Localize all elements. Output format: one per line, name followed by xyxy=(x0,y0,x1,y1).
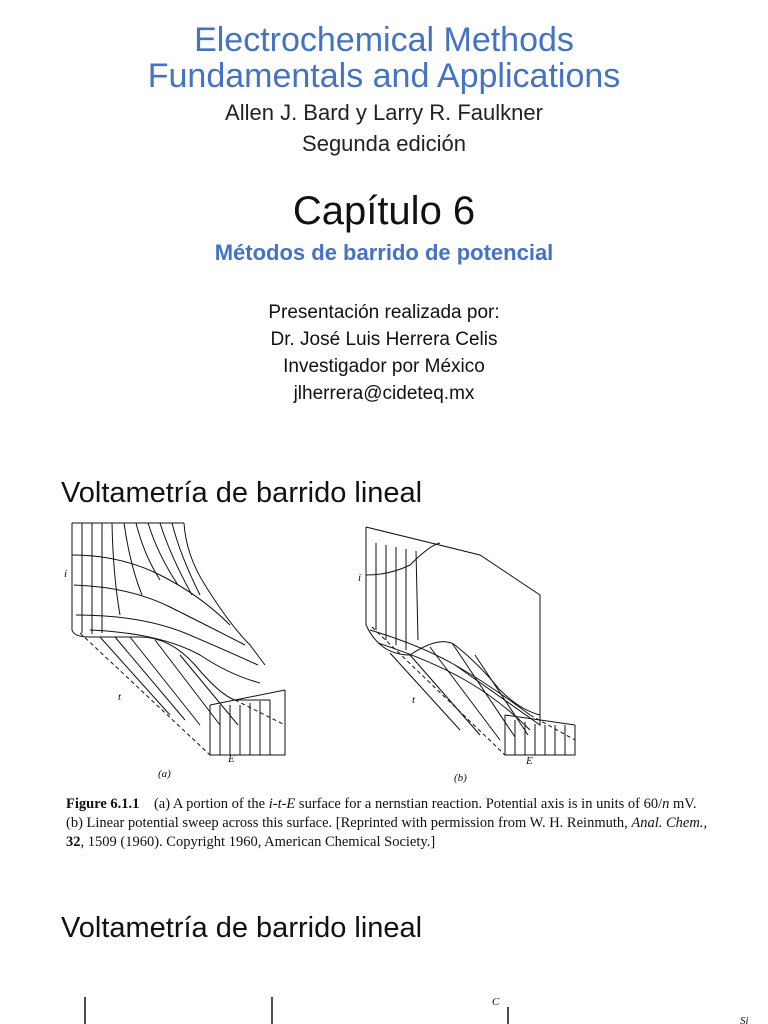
axis-label-t-a: t xyxy=(118,691,122,703)
caption-part3: mV. (b) Linear potential sweep across this surface. [Reprinted with permission from W. H. Reinmuth, xyxy=(66,796,697,831)
figure-caption xyxy=(66,795,716,852)
surface-plot-b xyxy=(366,527,575,755)
chapter-subtitle: Métodos de barrido de potencial xyxy=(214,240,554,265)
caption-journal: Anal. Chem. xyxy=(631,815,704,831)
slide3-heading: Voltametría de barrido lineal xyxy=(61,912,423,944)
caption-part2: surface for a nernstian reaction. Potential axis is in units of 60/ xyxy=(295,796,663,812)
partial-label-c: C xyxy=(492,996,500,1008)
caption-figure-number: Figure 6.1.1 xyxy=(66,796,140,812)
partial-label-s: Si xyxy=(740,1015,749,1024)
caption-part5: , 1509 (1960). Copyright 1960, American Chemical Society.] xyxy=(80,834,436,850)
panel-label-a: (a) xyxy=(158,768,171,780)
surface-plots xyxy=(60,515,720,785)
panel-label-b: (b) xyxy=(454,772,467,784)
credit-line-3: Investigador por México xyxy=(283,356,485,377)
credit-email: jlherrera@cideteq.mx xyxy=(293,383,475,404)
book-title-line1: Electrochemical Methods xyxy=(194,21,574,59)
credit-line-2: Dr. José Luis Herrera Celis xyxy=(270,329,498,350)
slide3-partial-figure xyxy=(0,985,768,1024)
axis-label-i-b: i xyxy=(358,572,362,584)
figure-6-1-1 xyxy=(60,515,720,785)
title-slide xyxy=(0,0,768,460)
caption-volume: 32 xyxy=(66,834,81,850)
edition: Segunda edición xyxy=(302,131,466,156)
chapter-title: Capítulo 6 xyxy=(292,189,476,233)
axis-label-t-b: t xyxy=(412,694,416,706)
book-title-line2: Fundamentals and Applications xyxy=(147,57,621,95)
caption-ite: i-t-E xyxy=(268,796,296,812)
axis-label-e-a: E xyxy=(228,753,235,765)
caption-part1: (a) A portion of the xyxy=(153,796,269,812)
credit-line-1: Presentación realizada por: xyxy=(268,302,500,323)
authors: Allen J. Bard y Larry R. Faulkner xyxy=(225,100,543,125)
axis-label-e-b: E xyxy=(526,755,533,767)
caption-part4: , xyxy=(703,815,708,831)
axis-label-i-a: i xyxy=(64,568,68,580)
surface-plot-a xyxy=(72,523,285,755)
caption-n: n xyxy=(662,796,670,812)
slide2-heading: Voltametría de barrido lineal xyxy=(61,477,423,509)
